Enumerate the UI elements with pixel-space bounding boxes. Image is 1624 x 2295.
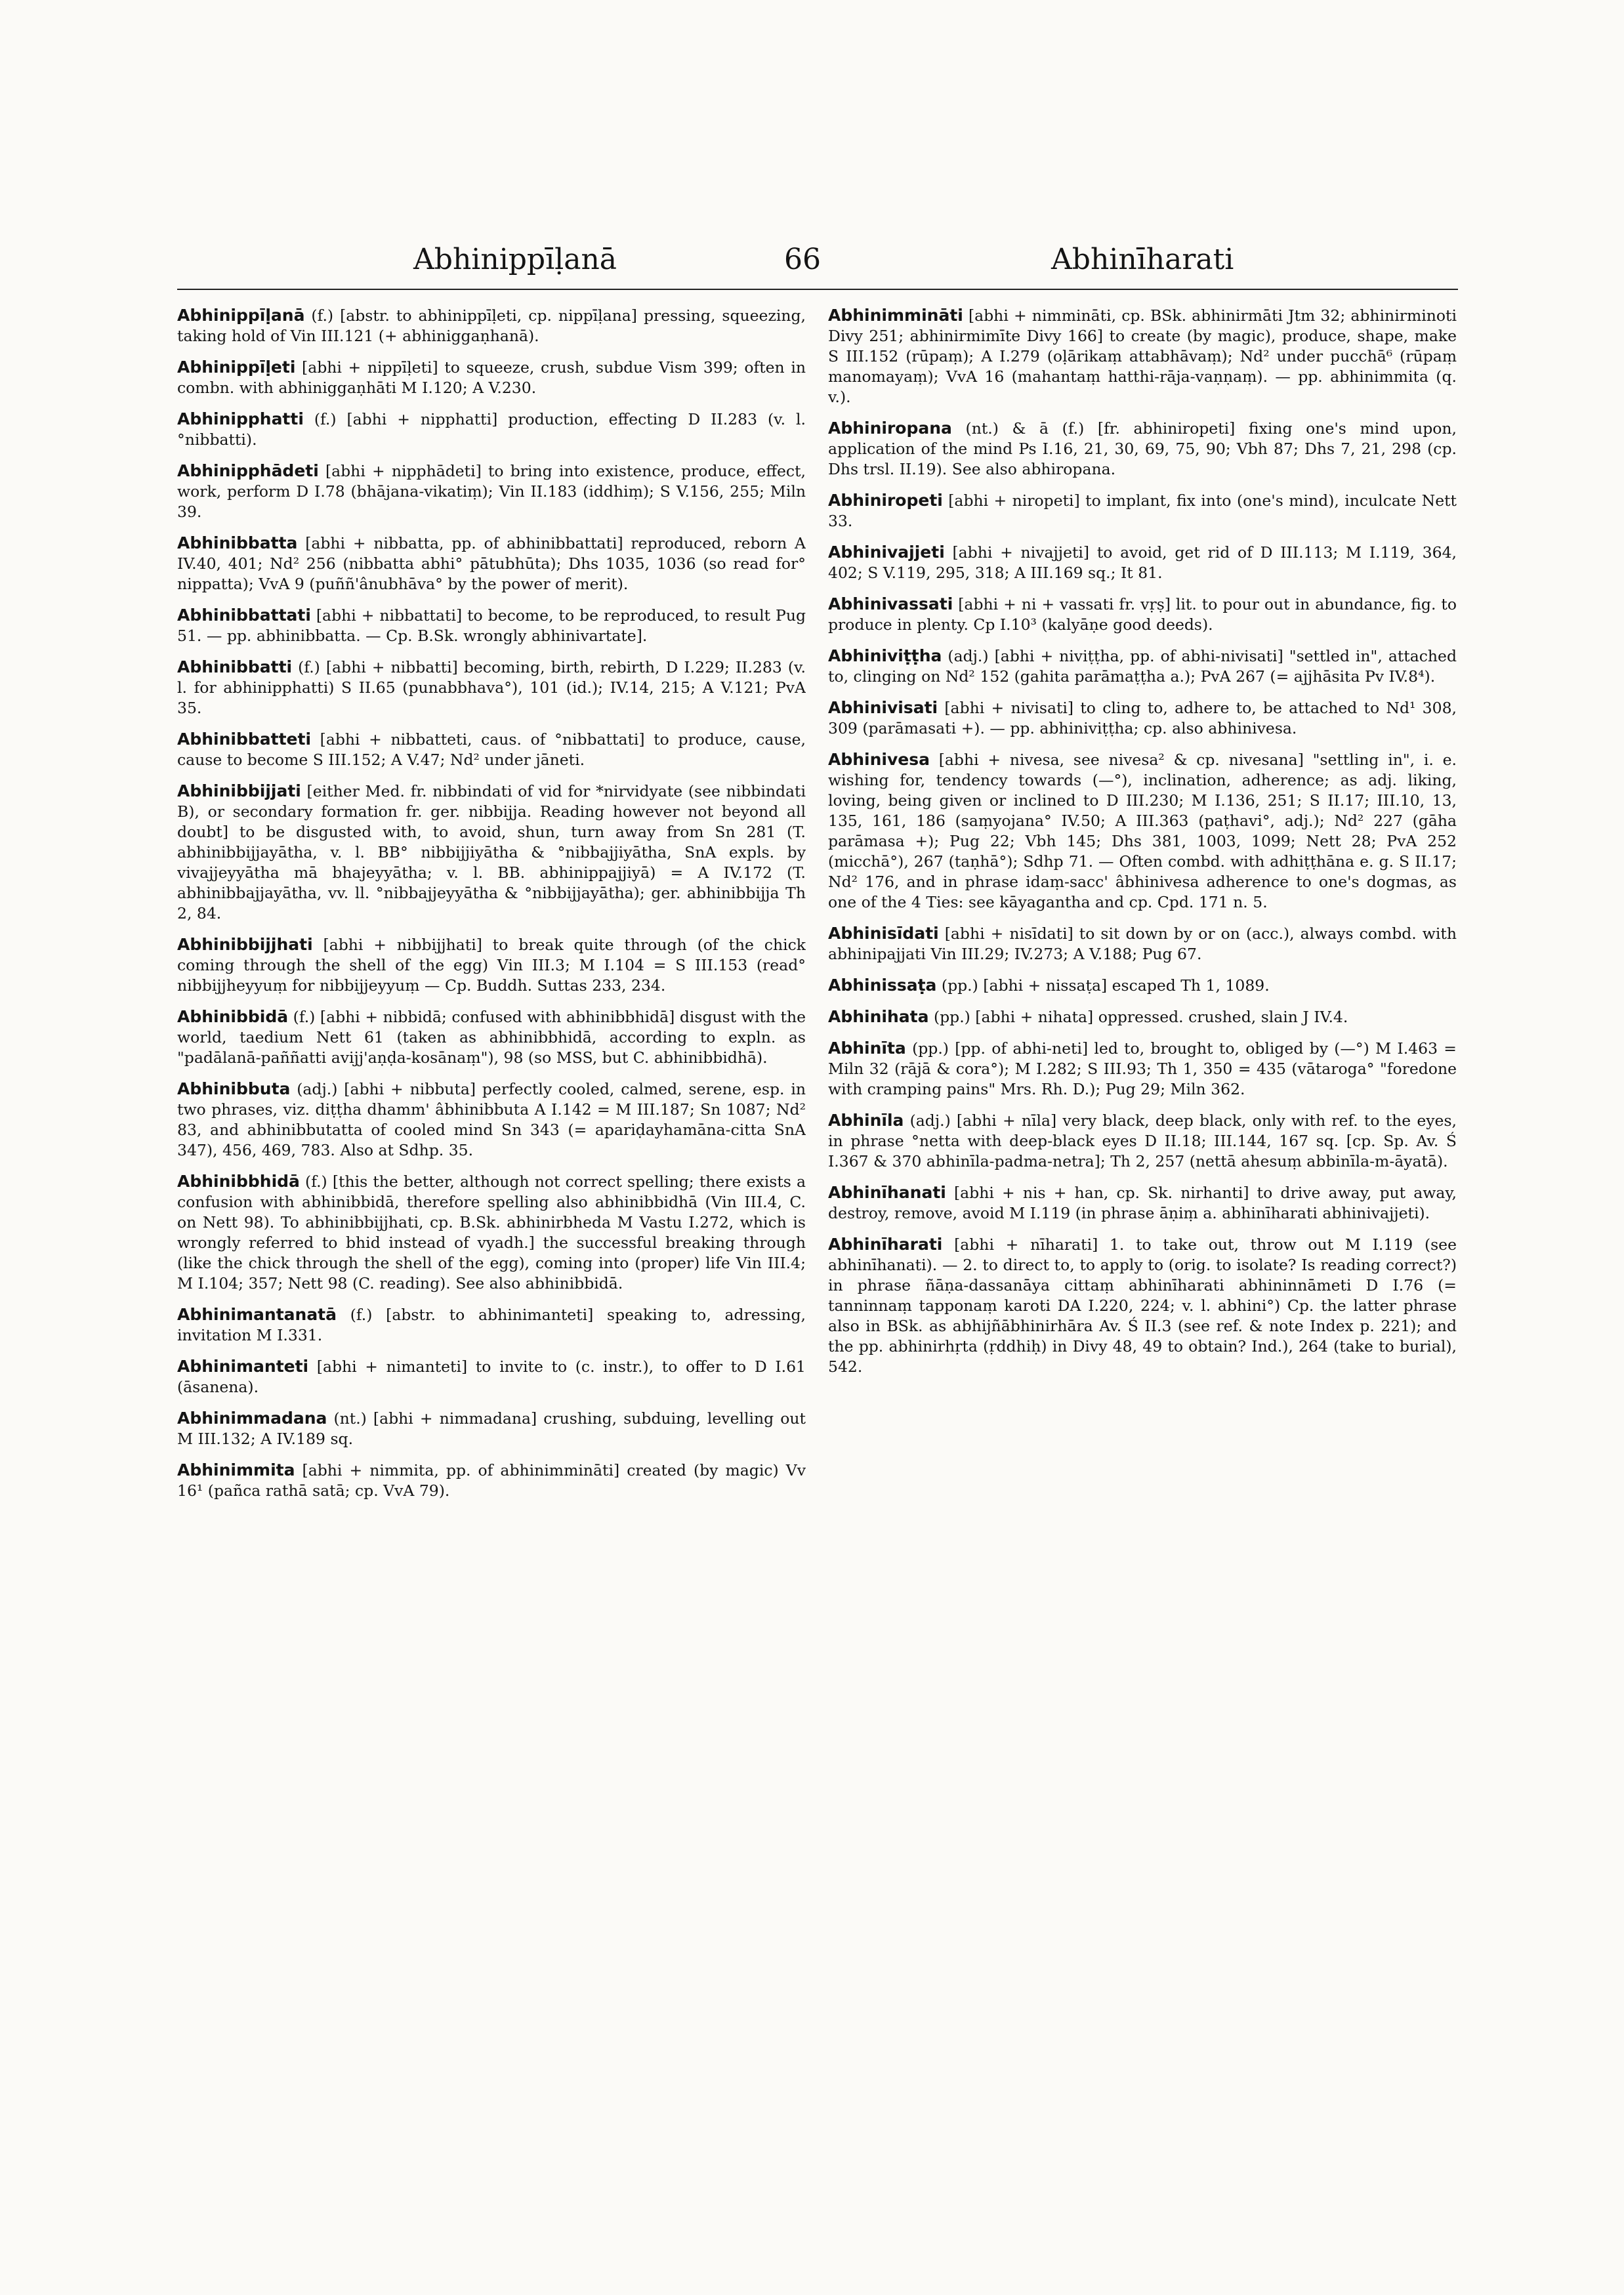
entry-definition: (f.) [abstr. to abhinippīḷeti, cp. nippīḷana] pressing, squeezing, taking hold of Vin III.121 (+ abhiniggaṇhanā). [177,306,806,345]
entry-headword: Abhinippīḷanā [177,306,305,325]
dictionary-entry [177,1304,806,1346]
entry-headword: Abhinibbhidā [177,1172,300,1191]
entry-headword: Abhinibbijjhati [177,935,313,954]
dictionary-entry [828,923,1457,964]
dictionary-entry [828,305,1457,407]
page-number: 66 [784,243,821,276]
entry-headword: Abhinivesa [828,750,930,769]
dictionary-entry [177,605,806,646]
entry-headword: Abhiniropana [828,419,952,438]
dictionary-entry [828,490,1457,531]
entry-definition: (adj.) [abhi + niviṭṭha, pp. of abhi-nivisati] "settled in", attached to, clinging on Nd² 152 (gahita parāmaṭṭha a.); PvA 267 (= ajjhāsita Pv IV.8⁴). [828,647,1457,686]
entry-headword: Abhinibbijjati [177,781,301,800]
entry-headword: Abhinippīḷeti [177,358,296,377]
entry-headword: Abhinimmadana [177,1409,327,1428]
entry-headword: Abhinivajjeti [828,543,945,562]
entry-headword: Abhinīta [828,1039,906,1058]
header-rule [177,289,1458,290]
dictionary-entry [177,657,806,718]
entry-headword: Abhinimantanatā [177,1305,337,1324]
entry-definition: [abhi + nibbatteti, caus. of °nibbattati] to produce, cause, cause to become S III.152; A V.47; Nd² under jāneti. [177,730,806,769]
dictionary-entry [177,1408,806,1449]
entry-definition: (pp.) [abhi + nissaṭa] escaped Th 1, 1089. [936,976,1270,995]
entry-definition: [either Med. fr. nibbindati of vid for *nirvidyate (see nibbindati B), or secondary formation fr. ger. nibbijja. Reading however not beyond all doubt] to be disgusted with, to avoid, shun, turn away from Sn 281 (T. abhinibbijjayātha, v. l. BB° nibbijjiyātha & °nibbajjiyātha, SnA expls. by vivajjeyyātha mā bhajeyyātha; v. l. BB. abhinippajjiyā) = A IV.172 (T. abhinibbajjayātha, vv. ll. °nibbajjeyyātha & °nibbijjayātha); ger. abhinibbijja Th 2, 84. [177,782,806,922]
dictionary-entry [177,729,806,770]
entry-headword: Abhinivisati [828,698,938,717]
dictionary-entry [177,1356,806,1397]
entry-definition: (adj.) [abhi + nīla] very black, deep black, only with ref. to the eyes, in phrase °netta with deep-black eyes D II.18; III.144, 167 sq. [cp. Sp. Av. Ś I.367 & 370 abhinīla-padma-netra]; Th 2, 257 (nettā ahesuṃ abbinīla-m-āyatā). [828,1111,1457,1170]
dictionary-entry [177,305,806,346]
dictionary-entry [828,697,1457,739]
entry-headword: Abhinisīdati [828,924,939,943]
entry-definition: [abhi + niropeti] to implant, fix into (one's mind), inculcate Nett 33. [828,491,1457,530]
entry-headword: Abhiniropeti [828,491,943,510]
dictionary-entry [828,1006,1457,1027]
running-header [177,243,1458,282]
entry-definition: [abhi + nipphādeti] to bring into existence, produce, effect, work, perform D I.78 (bhājana-vikatiṃ); Vin II.183 (iddhiṃ); S V.156, 255; Miln 39. [177,462,806,521]
entry-definition: [abhi + nisīdati] to sit down by or on (acc.), always combd. with abhinipajjati Vin III.29; IV.273; A V.188; Pug 67. [828,924,1457,963]
entry-headword: Abhinipphādeti [177,461,319,480]
entry-definition: (f.) [abhi + nipphatti] production, effecting D II.283 (v. l. °nibbatti). [177,410,806,449]
dictionary-entry [177,461,806,522]
dictionary-entry [828,594,1457,635]
dictionary-entry [177,934,806,996]
dictionary-entry [177,1460,806,1501]
dictionary-entry [828,975,1457,996]
entry-headword: Abhinīla [828,1111,904,1130]
entry-definition: (nt.) [abhi + nimmadana] crushing, subduing, levelling out M III.132; A IV.189 sq. [177,1409,806,1448]
entry-definition: (adj.) [abhi + nibbuta] perfectly cooled, calmed, serene, esp. in two phrases, viz. diṭṭha dhamm' âbhinibbuta A I.142 = M III.187; Sn 1087; Nd² 83, and abhinibbutatta of cooled mind Sn 343 (= apariḍayhamāna-citta SnA 347), 456, 469, 783. Also at Sdhp. 35. [177,1080,806,1159]
entry-definition: [abhi + nibbijjhati] to break quite through (of the chick coming through the shell of the egg) Vin III.3; M I.104 = S III.153 (read° nibbijjheyyuṃ for nibbijjeyyuṃ — Cp. Buddh. Suttas 233, 234. [177,936,806,995]
entry-definition: (pp.) [abhi + nihata] oppressed. crushed, slain J IV.4. [928,1008,1348,1026]
dictionary-entry [828,542,1457,583]
dictionary-entry [828,1182,1457,1224]
entry-headword: Abhinibbuta [177,1079,291,1098]
dictionary-entry [177,781,806,924]
entry-headword: Abhinihata [828,1007,929,1026]
left-guide-word: Abhinippīḷanā [413,243,617,276]
entry-headword: Abhinibbatta [177,533,298,552]
entry-headword: Abhiniviṭṭha [828,646,942,665]
left-column [177,305,806,2247]
entry-headword: Abhinīharati [828,1235,943,1254]
entry-definition: (f.) [abhi + nibbidā; confused with abhinibbhidā] disgust with the world, taedium Nett 61 (taken as abhinibbhidā, according to expln. as "padālanā-paññatti avijj'aṇḍa-kosānaṃ"), 98 (so MSS, but C. abhinibbidhā). [177,1008,806,1067]
dictionary-entry [828,1234,1457,1377]
entry-definition: (f.) [abhi + nibbatti] becoming, birth, rebirth, D I.229; II.283 (v. l. for abhinipphatti) S II.65 (punabbhava°), 101 (id.); IV.14, 215; A V.121; PvA 35. [177,658,806,717]
entry-headword: Abhinibbattati [177,606,311,625]
entry-definition: (nt.) & ā (f.) [fr. abhiniropeti] fixing one's mind upon, application of the mind Ps I.16, 21, 30, 69, 75, 90; Vbh 87; Dhs 7, 21, 298 (cp. Dhs trsl. II.19). See also abhiropana. [828,419,1457,478]
dictionary-entry [177,1079,806,1161]
entry-headword: Abhinimanteti [177,1357,309,1376]
right-guide-word: Abhinīharati [1051,243,1234,276]
entry-definition: [abhi + nimmita, pp. of abhinimmināti] created (by magic) Vv 16¹ (pañca rathā satā; cp. VvA 79). [177,1461,806,1500]
dictionary-entry [177,1171,806,1294]
entry-definition: [abhi + nibbatta, pp. of abhinibbattati] reproduced, reborn A IV.40, 401; Nd² 256 (nibbatta abhi° pātubhūta); Dhs 1035, 1036 (so read for° nippatta); VvA 9 (puññ'ânubhāva° by the power of merit). [177,534,806,593]
entry-headword: Abhinibbatti [177,657,293,676]
entry-definition: (pp.) [pp. of abhi-neti] led to, brought to, obliged by (—°) M I.463 = Miln 32 (rājā & cora°); M I.282; S III.93; Th 1, 350 = 435 (vātaroga° "foredone with cramping pains" Mrs. Rh. D.); Pug 29; Miln 362. [828,1039,1457,1098]
entry-definition: [abhi + nimmināti, cp. BSk. abhinirmāti Jtm 32; abhinirminoti Divy 251; abhinirmimīte Divy 166] to create (by magic), produce, shape, make S III.152 (rūpaṃ); A I.279 (oḷārikaṃ attabhāvaṃ); Nd² under pucchā⁶ (rūpaṃ manomayaṃ); VvA 16 (mahantaṃ hatthi-rāja-vaṇṇaṃ). — pp. abhinimmita (q. v.). [828,306,1457,406]
dictionary-entry [828,749,1457,913]
dictionary-entry [828,418,1457,480]
entry-definition: [abhi + nivisati] to cling to, adhere to, be attached to Nd¹ 308, 309 (parāmasati +). — pp. abhiniviṭṭha; cp. also abhinivesa. [828,699,1457,737]
dictionary-entry [828,1110,1457,1172]
entry-headword: Abhinivassati [828,594,953,613]
entry-headword: Abhinimmināti [828,306,963,325]
entry-headword: Abhinibbatteti [177,730,312,749]
entry-definition: [abhi + nis + han, cp. Sk. nirhanti] to drive away, put away, destroy, remove, avoid M I.119 (in phrase āṇiṃ a. abhinīharati abhinivajjeti). [828,1184,1457,1222]
entry-definition: (f.) [abstr. to abhinimanteti] speaking to, adressing, invitation M I.331. [177,1306,806,1344]
entry-definition: [abhi + nivajjeti] to avoid, get rid of D III.113; M I.119, 364, 402; S V.119, 295, 318; A III.169 sq.; It 81. [828,543,1457,582]
dictionary-entry [177,357,806,398]
dictionary-entry [177,409,806,450]
entry-definition: [abhi + nippīḷeti] to squeeze, crush, subdue Vism 399; often in combn. with abhiniggaṇhāti M I.120; A V.230. [177,358,806,397]
dictionary-entry [828,1038,1457,1100]
dictionary-entry [177,533,806,594]
entry-definition: [abhi + nīharati] 1. to take out, throw out M I.119 (see abhinīhanati). — 2. to direct to, to apply to (orig. to isolate? Is reading correct?) in phrase ñāṇa-dassanāya cittaṃ abhinīharati abhininnāmeti D I.76 (= tanninnaṃ tapponaṃ karoti DA I.220, 224; v. l. abhini°) Cp. the latter phrase also in BSk. as abhijñābhinirhāra Av. Ś II.3 (see ref. & note Index p. 221); and the pp. abhinirhṛta (ṛddhiḥ) in Divy 48, 49 to obtain? Ind.), 264 (take to burial), 542. [828,1235,1457,1376]
entry-headword: Abhinibbidā [177,1007,289,1026]
dictionary-entry [828,646,1457,687]
entry-definition: (f.) [this the better, although not correct spelling; there exists a confusion with abhinibbidā, therefore spelling also abhinibbidhā (Vin III.4, C. on Nett 98). To abhinibbijjhati, cp. B.Sk. abhinirbheda M Vastu I.272, which is wrongly referred to bhid instead of vyadh.] the successful breaking through (like the chick through the shell of the egg), coming into (proper) life Vin III.4; M I.104; 357; Nett 98 (C. reading). See also abhinibbidā. [177,1172,806,1292]
entry-headword: Abhinissaṭa [828,976,937,995]
entry-definition: [abhi + ni + vassati fr. vṛṣ] lit. to pour out in abundance, fig. to produce in plenty. Cp I.10³ (kalyāṇe good deeds). [828,595,1457,634]
entry-definition: [abhi + nivesa, see nivesa² & cp. nivesana] "settling in", i. e. wishing for, tendency towards (—°), inclination, adherence; as adj. liking, loving, being given or inclined to D III.230; M I.136, 251; S II.17; III.10, 13, 135, 161, 186 (saṃyojana° IV.50; A III.363 (paṭhavi°, adj.); Nd² 227 (gāha parāmasa +); Pug 22; Vbh 145; Dhs 381, 1003, 1099; Nett 28; PvA 252 (micchā°), 267 (taṇhā°); Sdhp 71. — Often combd. with adhiṭṭhāna e. g. S II.17; Nd² 176, and in phrase idaṃ-sacc' âbhinivesa adherence to one's dogmas, as one of the 4 Ties: see kāyagantha and cp. Cpd. 171 n. 5. [828,751,1457,911]
dictionary-entry [177,1006,806,1068]
entry-headword: Abhinīhanati [828,1183,946,1202]
entry-definition: [abhi + nimanteti] to invite to (c. instr.), to offer to D I.61 (āsanena). [177,1357,806,1396]
entry-headword: Abhinipphatti [177,409,304,428]
entry-definition: [abhi + nibbattati] to become, to be reproduced, to result Pug 51. — pp. abhinibbatta. — Cp. B.Sk. wrongly abhinivartate]. [177,606,806,645]
right-column [828,305,1457,2247]
entry-headword: Abhinimmita [177,1460,295,1479]
